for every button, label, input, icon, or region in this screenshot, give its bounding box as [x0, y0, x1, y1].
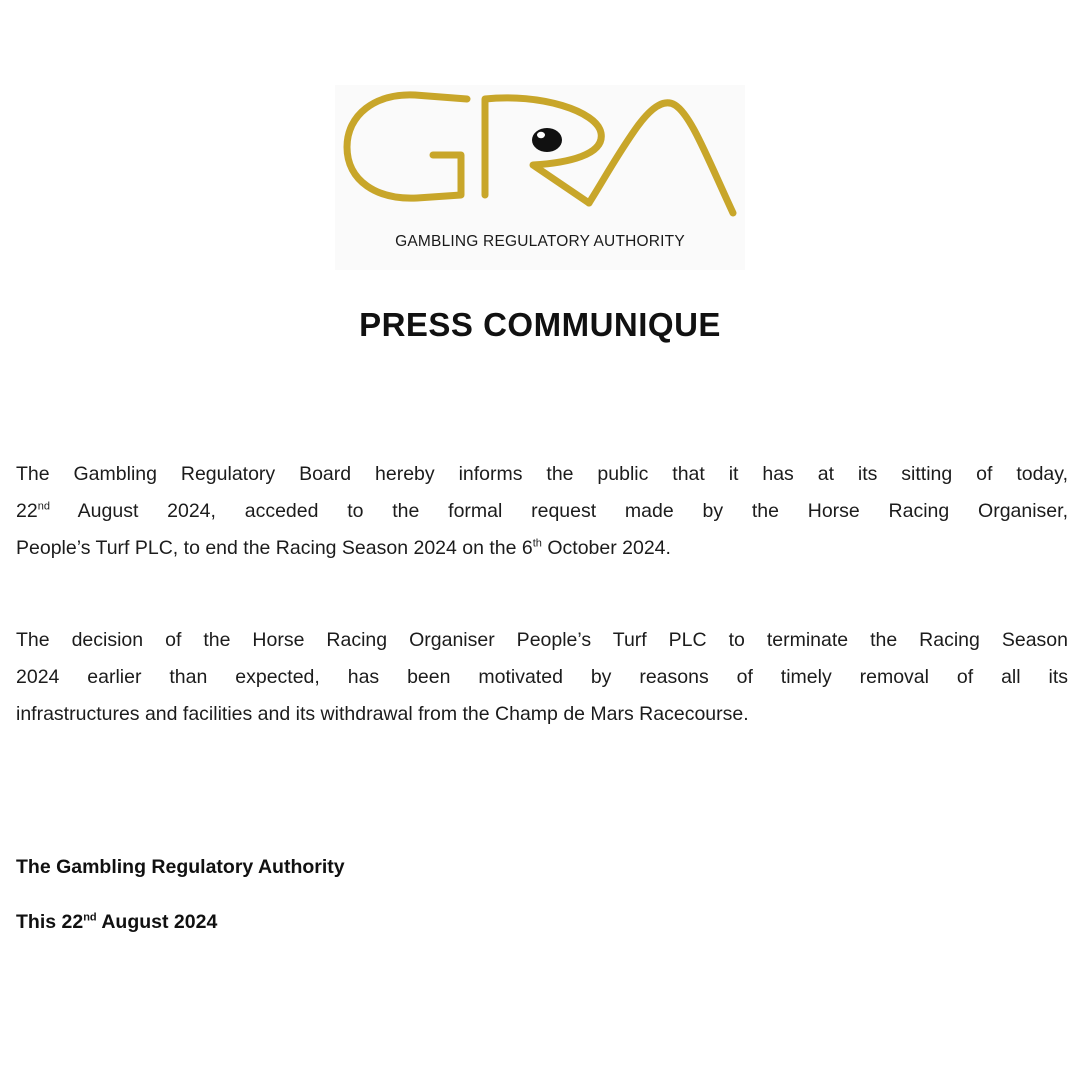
- paragraph-1-line-3-text: People’s Turf PLC, to end the Racing Season 2024 on the 6: [16, 537, 533, 559]
- signoff-date-rest: August 2024: [96, 911, 218, 933]
- paragraph-2-line-1: The decision of the Horse Racing Organiser People’s Turf PLC to terminate the Racing Season: [16, 629, 1068, 651]
- end-date-ordinal: th: [532, 537, 542, 550]
- paragraph-1-line-1: The Gambling Regulatory Board hereby informs the public that it has at its sitting of today,: [16, 463, 1068, 485]
- signoff-date-ordinal: nd: [83, 911, 97, 924]
- signoff-date: [16, 911, 217, 934]
- date-day: 22: [16, 500, 38, 522]
- paragraph-1-line-2: [16, 493, 1068, 530]
- paragraph-2-line-2: 2024 earlier than expected, has been motivated by reasons of timely removal of all its: [16, 666, 1068, 688]
- paragraph-1-line-3-end: October 2024.: [541, 537, 671, 559]
- logo-subtitle: GAMBLING REGULATORY AUTHORITY: [395, 233, 685, 250]
- signoff-authority: The Gambling Regulatory Authority: [16, 856, 345, 878]
- paragraph-1: [16, 456, 1068, 567]
- page-title: PRESS COMMUNIQUE: [359, 306, 721, 343]
- gra-logo: [335, 85, 745, 270]
- paragraph-1-line-3: [16, 530, 1068, 567]
- gra-logo-icon: [335, 85, 745, 235]
- paragraph-2-line-3: infrastructures and facilities and its withdrawal from the Champ de Mars Racecourse.: [16, 703, 749, 725]
- paragraph-1-line-2-text: August 2024, acceded to the formal request made by the Horse Racing Organiser,: [49, 500, 1068, 522]
- paragraph-2: [16, 622, 1068, 733]
- signoff-date-prefix: This 22: [16, 911, 84, 933]
- date-ordinal: nd: [37, 500, 50, 513]
